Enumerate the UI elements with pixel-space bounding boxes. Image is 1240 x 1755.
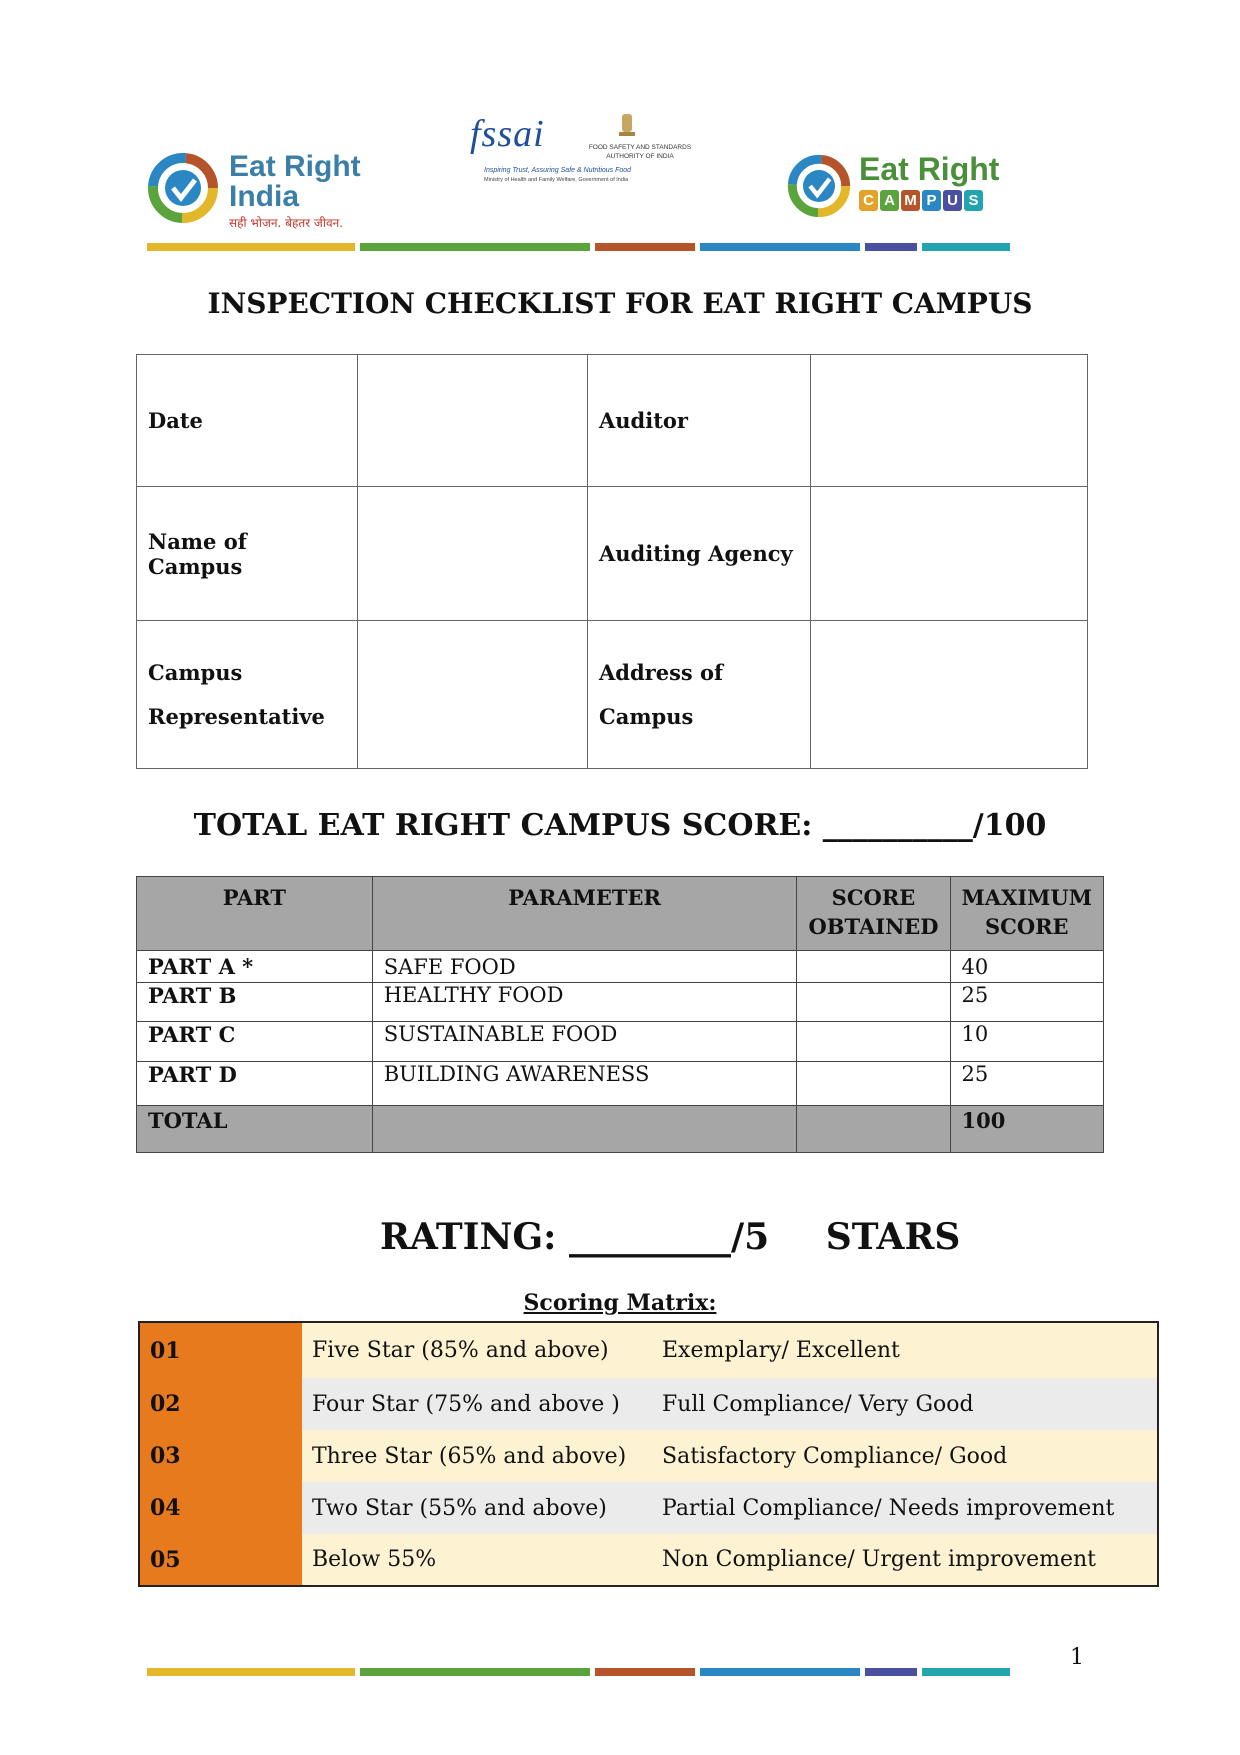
address-field[interactable] [811,621,1088,769]
auditor-field[interactable] [811,355,1088,487]
date-label: Date [137,355,358,487]
matrix-range: Four Star (75% and above ) [312,1391,620,1417]
auditing-agency-label: Auditing Agency [588,487,811,621]
rating-stars-label: STARS [825,1216,961,1258]
matrix-desc: Exemplary/ Excellent [662,1338,900,1363]
matrix-row [139,1430,1158,1482]
header-parameter: PARAMETER [372,877,797,951]
part-cell: PART B [137,983,373,1022]
scoring-matrix-title: Scoring Matrix: [523,1290,717,1316]
campus-rep-line2: Representative [148,703,325,729]
address-label [588,621,811,769]
strip-segment [147,1668,355,1676]
strip-segment [700,1668,860,1676]
header-score-line1: SCORE [831,885,916,910]
auditor-label: Auditor [588,355,811,487]
page-number: 1 [1070,1645,1084,1670]
campus-letter: A [880,190,899,211]
matrix-range: Two Star (55% and above) [312,1495,607,1521]
matrix-num: 05 [139,1534,302,1586]
strip-segment [922,1668,1010,1676]
eri-hindi: सही भोजन. बेहतर जीवन. [229,216,344,230]
address-line1: Address of [599,659,724,685]
max-score-cell: 40 [950,951,1103,983]
parameter-cell: SUSTAINABLE FOOD [372,1022,797,1062]
national-emblem-icon [616,110,638,140]
header-max-score [950,877,1103,951]
auditing-agency-field[interactable] [811,487,1088,621]
matrix-range: Below 55% [312,1547,437,1572]
strip-segment [922,243,1010,251]
info-table [136,354,1088,769]
score-obtained-cell[interactable] [797,951,950,983]
total-row [137,1106,1104,1153]
eat-right-ring-icon [147,152,219,224]
campus-rep-line1: Campus [148,659,243,685]
date-field[interactable] [358,355,588,487]
strip-segment [595,243,695,251]
strip-segment [360,1668,590,1676]
score-obtained-cell[interactable] [797,983,950,1022]
campus-letter: S [964,190,983,211]
table-row [137,983,1104,1022]
campus-rep-label [137,621,358,769]
part-cell: PART D [137,1062,373,1106]
campus-name-label: Name of Campus [137,487,358,621]
eri-line1: Eat Right [229,150,361,183]
score-obtained-cell[interactable] [797,1062,950,1106]
fssai-tagline: Inspiring Trust, Assuring Safe & Nutritious Food [484,167,632,174]
erc-line1: Eat Right [859,151,1000,187]
campus-letter: M [901,190,920,211]
address-line2: Campus [599,703,694,729]
fssai-logo [470,110,710,190]
matrix-desc: Satisfactory Compliance/ Good [662,1443,1008,1469]
header-max-line1: MAXIMUM [961,885,1092,910]
matrix-desc: Partial Compliance/ Needs improvement [662,1495,1115,1521]
matrix-num: 04 [139,1482,302,1534]
matrix-range: Five Star (85% and above) [312,1338,609,1363]
eat-right-campus-ring-icon [787,154,851,218]
part-cell: PART C [137,1022,373,1062]
header-max-line2: SCORE [984,914,1069,939]
fssai-wordmark: fssai [470,113,545,155]
eat-right-india-logo [147,148,377,233]
matrix-row [139,1322,1158,1378]
total-score-line: TOTAL EAT RIGHT CAMPUS SCORE: __________/100 [193,808,1047,843]
matrix-range: Three Star (65% and above) [312,1443,627,1469]
eri-line2: India [229,180,300,213]
header-part: PART [137,877,373,951]
matrix-num: 01 [139,1322,302,1378]
matrix-num: 03 [139,1430,302,1482]
rating-label: RATING: _________/5 [380,1216,770,1258]
strip-segment [595,1668,695,1676]
campus-letter: U [943,190,962,211]
page-title: INSPECTION CHECKLIST FOR EAT RIGHT CAMPUS [207,287,1033,320]
eat-right-campus-logo [787,150,1017,230]
campus-letter: P [922,190,941,211]
total-parameter-cell [372,1106,797,1153]
scoring-matrix-table [138,1321,1159,1587]
header-color-strip [147,243,1010,251]
strip-segment [865,243,917,251]
matrix-desc: Non Compliance/ Urgent improvement [662,1547,1097,1572]
strip-segment [865,1668,917,1676]
campus-rep-field[interactable] [358,621,588,769]
table-row [137,951,1104,983]
strip-segment [147,243,355,251]
max-score-cell: 25 [950,983,1103,1022]
total-max-cell: 100 [950,1106,1103,1153]
fssai-authority: FOOD SAFETY AND STANDARDS AUTHORITY OF INDIA [588,144,692,160]
parameter-cell: HEALTHY FOOD [372,983,797,1022]
max-score-cell: 10 [950,1022,1103,1062]
strip-segment [700,243,860,251]
rating-line [380,1216,960,1258]
max-score-cell: 25 [950,1062,1103,1106]
matrix-desc: Full Compliance/ Very Good [662,1391,974,1417]
parameter-cell: BUILDING AWARENESS [372,1062,797,1106]
campus-name-field[interactable] [358,487,588,621]
table-row [137,1062,1104,1106]
parameter-cell: SAFE FOOD [372,951,797,983]
matrix-num: 02 [139,1378,302,1430]
header-score-line2: OBTAINED [808,914,939,939]
part-cell: PART A * [137,951,373,983]
header-score-obtained [797,877,950,951]
matrix-row [139,1378,1158,1430]
campus-letter: C [859,190,878,211]
strip-segment [360,243,590,251]
total-label: TOTAL [137,1106,373,1153]
matrix-row [139,1482,1158,1534]
fssai-ministry: Ministry of Health and Family Welfare, Government of India [484,177,629,183]
campus-letters [859,190,983,211]
score-table [136,876,1104,1153]
matrix-row [139,1534,1158,1586]
table-row [137,1022,1104,1062]
total-obtained-cell[interactable] [797,1106,950,1153]
footer-color-strip [147,1668,1010,1676]
score-obtained-cell[interactable] [797,1022,950,1062]
